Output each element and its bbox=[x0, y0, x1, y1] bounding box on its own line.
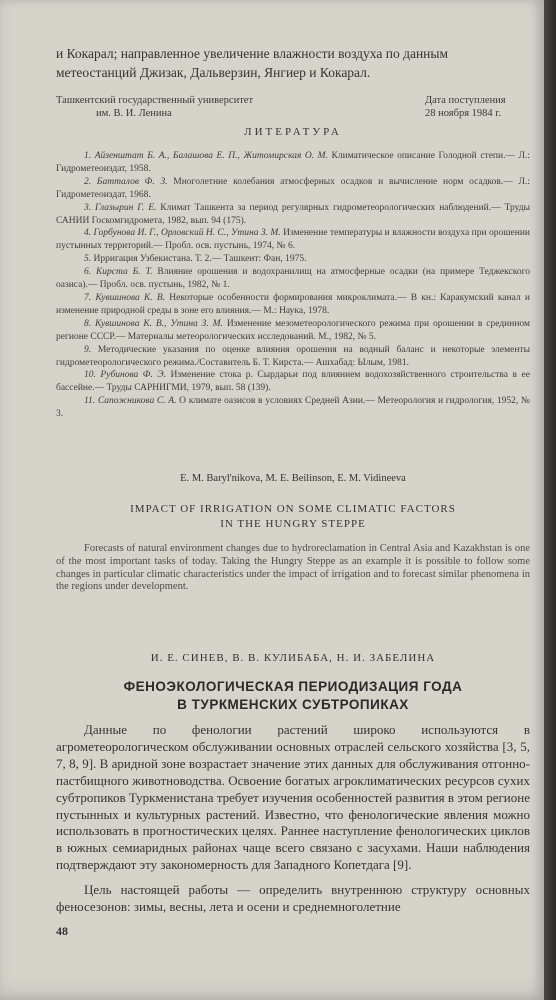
university-line-2: им. В. И. Ленина bbox=[96, 108, 172, 119]
reference-item: 5. Ирригация Узбекистана. Т. 2.— Ташкент: Фан, 1975. bbox=[84, 254, 307, 265]
received-date bbox=[425, 94, 530, 120]
english-title bbox=[56, 502, 530, 532]
reference-item: 6. Кирста Б. Т. Влияние орошения и водохранилищ на атмосферные осадки (на примере Теджекского оазиса).— Пробл. осв. пустынь, 1982, № 1. bbox=[56, 267, 530, 291]
reference-item: 3. Глазырин Г. Е. Климат Ташкента за период регулярных гидрометеорологических наблюдений.— Труды САНИИ Госкомгидромета, 1982, вып. 94 (175). bbox=[56, 202, 530, 226]
university bbox=[56, 94, 356, 120]
english-title-line-1: IMPACT OF IRRIGATION ON SOME CLIMATIC FACTORS bbox=[130, 503, 456, 515]
literature-heading: ЛИТЕРАТУРА bbox=[244, 126, 342, 138]
reference-item: 8. Кувшинова К. В., Утина З. М. Изменение мезометеорологического режима при орошении в срединном регионе СССР.— Материалы метеорологических исследований. М., 1982, № 5. bbox=[56, 318, 530, 342]
reference-item: 10. Рубинова Ф. Э. Изменение стока р. Сырдарьи под влиянием водохозяйственного строительства в ее бассейне.— Труды САРНИГМИ, 1979, вып. 58 (139). bbox=[56, 370, 530, 394]
article-authors: И. Е. СИНЕВ, В. В. КУЛИБАБА, Н. И. ЗАБЕЛИНА bbox=[150, 652, 436, 664]
reference-list bbox=[56, 150, 530, 421]
reference-item: 4. Горбунова И. Г., Орловский Н. С., Утина З. М. Изменение температуры и влажности воздуха при орошении пустынных территорий.— Пробл. осв. пустынь, 1974, № 6. bbox=[56, 228, 530, 252]
university-line-1: Ташкентский государственный университет bbox=[56, 95, 254, 106]
page-number: 48 bbox=[56, 924, 68, 938]
body-paragraph: Данные по фенологии растений широко используются в агрометеорологическом обслуживании основных отраслей сельского хозяйства [3, 5, 7, 8, 9]. В аридной зоне возрастает значение этих данных для обслуживания отгонно-пастбищного животноводства. Освоение богатых агроклиматических ресурсов сухих субтропиков Туркменистана требует изучения особенностей развития в этом регионе пустынных и культурных растений. Известно, что фенологические явления можно использовать в прогностических целях. Раннее наступление фенологических циклов в южных семиаридных районах чаще всего связано с засухами. Наши наблюдения подтверждают эту закономерность для Западного Копетдага [9]. bbox=[56, 722, 530, 873]
body-paragraph: Цель настоящей работы — определить внутреннюю структуру основных феносезонов: зимы, весны, лета и осени и среднемноголетние bbox=[56, 882, 530, 915]
lead-line-1: и Кокарал; направленное увеличение влажности воздуха по данным bbox=[56, 46, 449, 61]
lead-paragraph bbox=[56, 44, 530, 82]
reference-item: 11. Сапожникова С. А. О климате оазисов в условиях Средней Азии.— Метеорология и гидрология, 1952, № 3. bbox=[56, 396, 530, 420]
reference-item: 9. Методические указания по оценке влияния орошения на водный баланс и некоторые элементы гидрометеорологического режима./Составитель Б. Т. Кирста.— Ашхабад: Ылым, 1981. bbox=[56, 344, 530, 368]
received-line-1: Дата поступления bbox=[425, 95, 506, 106]
article-title-line-1: ФЕНОЭКОЛОГИЧЕСКАЯ ПЕРИОДИЗАЦИЯ ГОДА bbox=[123, 679, 463, 694]
english-abstract bbox=[56, 543, 530, 594]
received-line-2: 28 ноября 1984 г. bbox=[425, 108, 502, 119]
page-edge bbox=[544, 0, 556, 1000]
reference-item: 7. Кувшинова К. В. Некоторые особенности формирования микроклимата.— В кн.: Каракумский канал и изменение природной среды в зоне его влияния.— М.: Наука, 1978. bbox=[56, 292, 531, 316]
lead-line-2: метеостанций Джизак, Дальверзин, Янгиер и Кокарал. bbox=[56, 65, 371, 80]
reference-item: 1. Айзенштат Б. А., Балашова Е. П., Житомирская О. М. Климатическое описание Голодной степи.— Л.: Гидрометеоиздат, 1958. bbox=[56, 151, 530, 174]
english-authors: E. M. Baryl'nikova, M. E. Beilinson, E. M. Vidineeva bbox=[180, 473, 406, 484]
article-title-line-2: В ТУРКМЕНСКИХ СУБТРОПИКАХ bbox=[177, 697, 409, 712]
article-title bbox=[56, 678, 530, 714]
article-body bbox=[56, 722, 530, 924]
english-title-line-2: IN THE HUNGRY STEPPE bbox=[220, 518, 366, 530]
english-abstract-text: Forecasts of natural environment changes due to hydroreclamation in Central Asia and Kazakhstan is one of the most important tasks of today. Taking the Hungry Steppe as an example it is possible to follow some changes in particular climatic characteristics under the impact of irrigation and to forecast similar phenomena in the regions under development. bbox=[56, 543, 530, 593]
reference-item: 2. Батталов Ф. З. Многолетние колебания атмосферных осадков и вычисление норм осадков.— Л.: Гидрометеоиздат, 1968. bbox=[56, 176, 530, 200]
